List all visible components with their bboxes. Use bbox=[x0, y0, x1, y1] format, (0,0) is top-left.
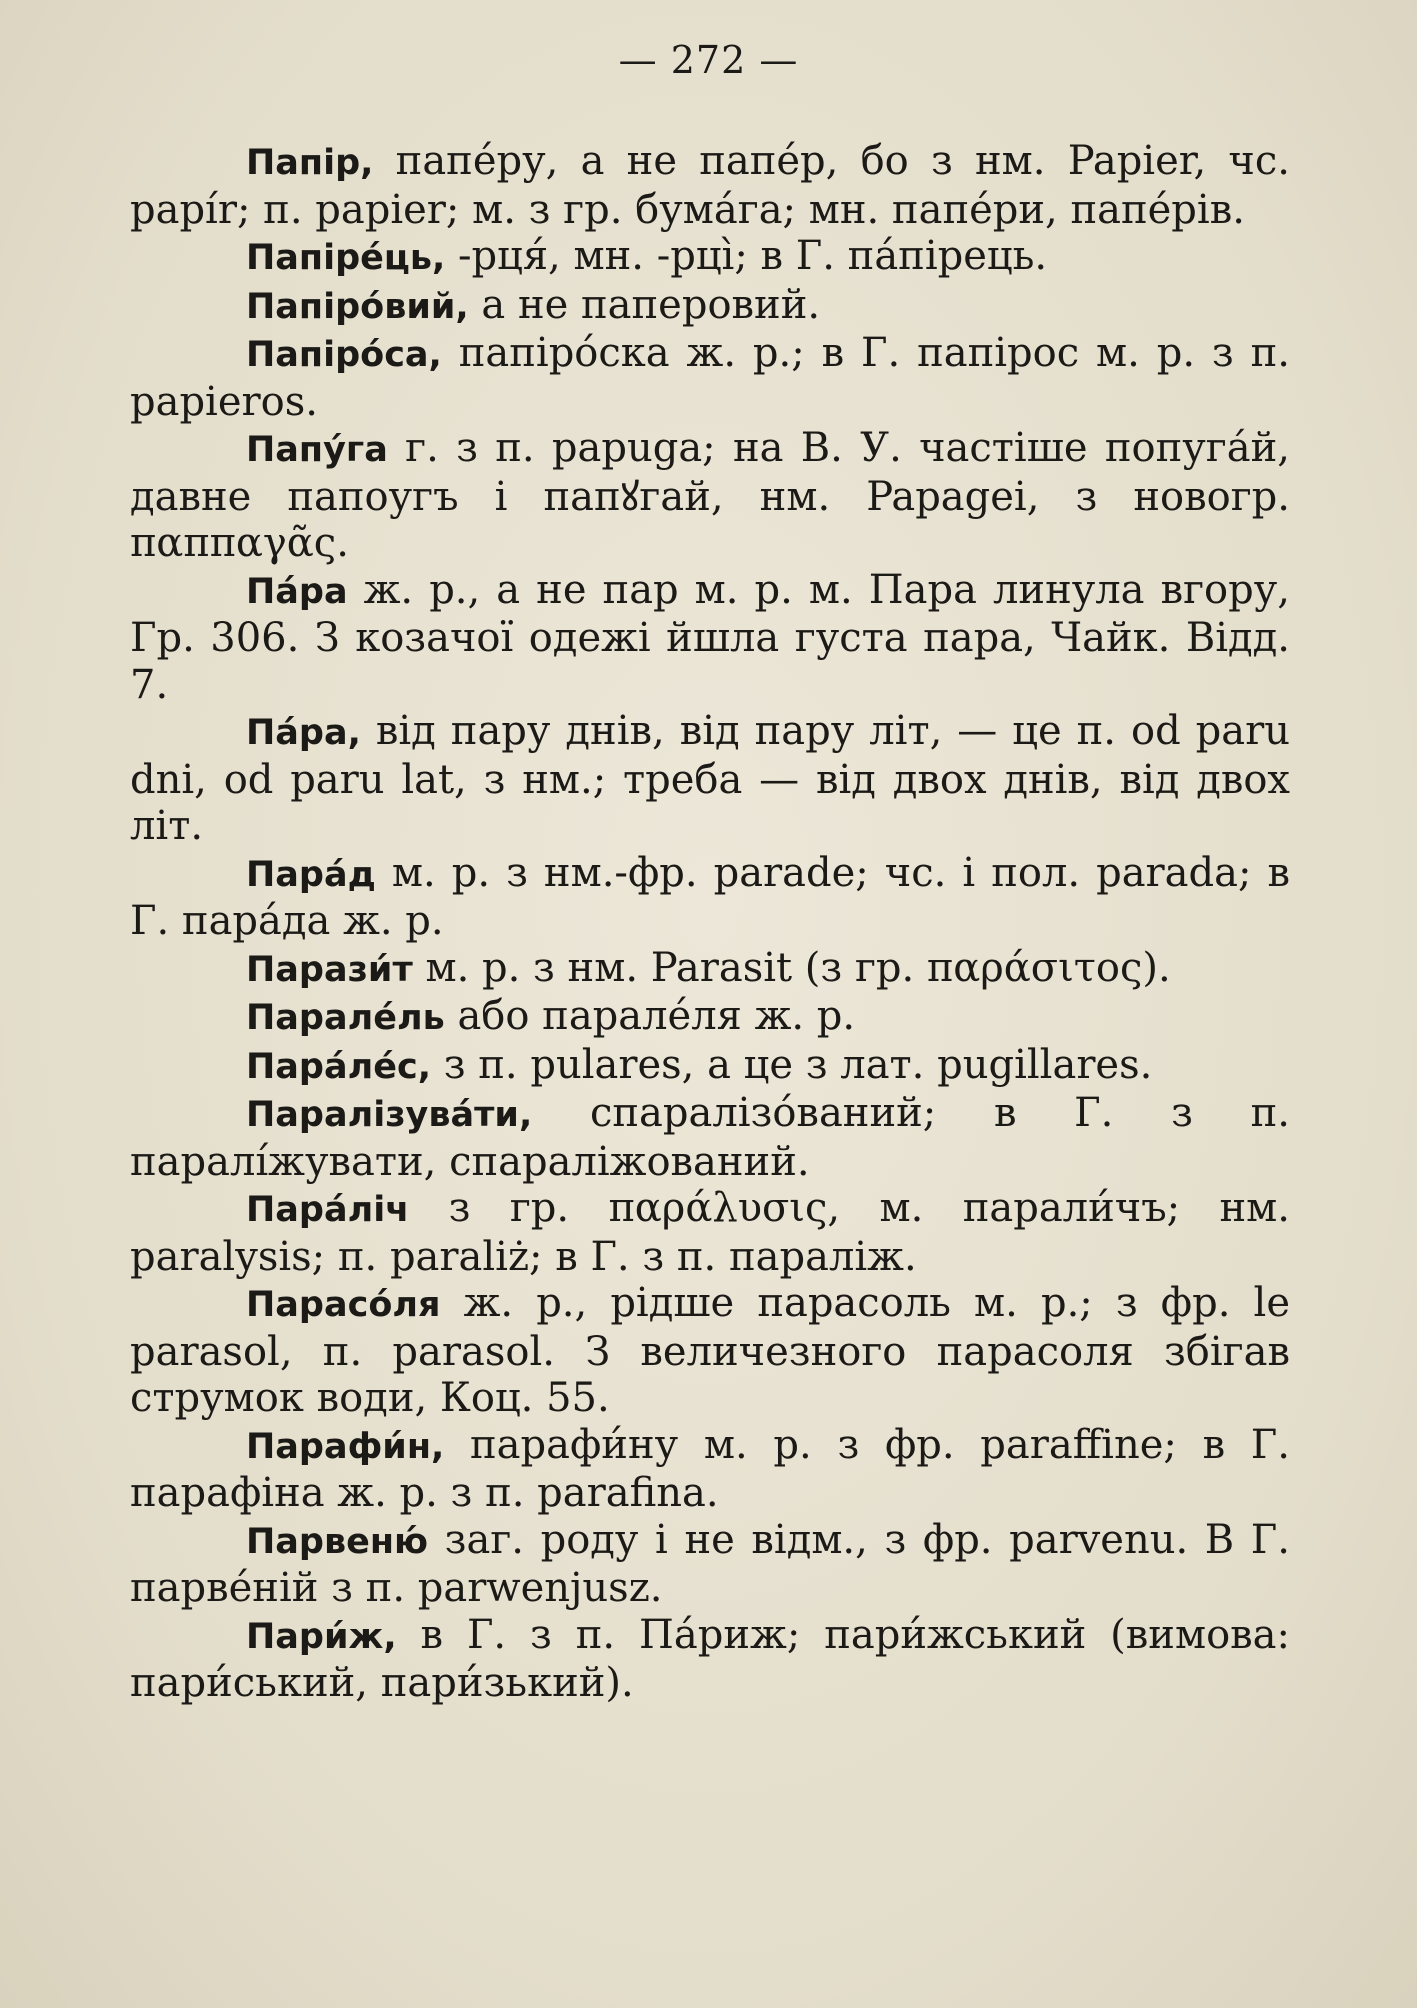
page-number: — 272 — bbox=[618, 38, 799, 82]
entry-text: в Г. з п. Па́риж; пари́жський (вимова: пари́ський, пари́зький). bbox=[130, 1611, 1290, 1706]
dictionary-entries bbox=[130, 138, 1290, 1707]
entry-headword: Паралізува́ти, bbox=[246, 1095, 533, 1135]
entry-headword: Папіре́ць, bbox=[246, 238, 446, 278]
entry-text: м. р. з нм.-фр. parade; чс. і пол. parada; в Г. пара́да ж. р. bbox=[130, 849, 1290, 944]
entry bbox=[130, 233, 1290, 282]
entry bbox=[130, 1517, 1290, 1612]
entry-headword: Парвеню́ bbox=[246, 1521, 429, 1562]
entry-headword: Парази́т bbox=[246, 949, 413, 990]
entry bbox=[130, 138, 1290, 233]
entry-text: -рця́, мн. -рці̀; в Г. па́пірець. bbox=[445, 233, 1048, 279]
entry-text: папе́ру, а не папе́р, бо з нм. Papier, чс. papír; п. papier; м. з гр. бума́га; мн. папе́ри, папе́рів. bbox=[130, 138, 1290, 233]
entry-headword: Па́ра, bbox=[246, 713, 361, 753]
entry-text: спаралізо́ваний; в Г. з п. паралі́жувати, спараліжований. bbox=[130, 1090, 1290, 1185]
entry-headword: Па́ра bbox=[246, 571, 348, 612]
entry-text: г. з п. papuga; на В. У. частіше попугáй, давне папоугъ і папꙋгай, нм. Papagei, з новогр. παππαγᾶς. bbox=[130, 425, 1290, 566]
entry bbox=[130, 1280, 1290, 1422]
entry bbox=[130, 425, 1290, 567]
entry bbox=[130, 1422, 1290, 1517]
entry bbox=[130, 850, 1290, 945]
entry-headword: Папіро́са, bbox=[246, 335, 442, 375]
entry-headword: Пара́ліч bbox=[246, 1190, 410, 1230]
entry bbox=[130, 330, 1290, 425]
entry-text: парафи́ну м. р. з фр. paraffine; в Г. парафіна ж. р. з п. parafina. bbox=[130, 1421, 1290, 1516]
entry bbox=[130, 1612, 1290, 1707]
entry-text: з п. pulares, а це з лат. pugillares. bbox=[431, 1041, 1153, 1088]
entry-text: а не паперовий. bbox=[468, 281, 821, 328]
entry-headword: Папір, bbox=[246, 143, 374, 183]
entry bbox=[130, 1185, 1290, 1280]
entry bbox=[130, 1090, 1290, 1185]
entry-headword: Пара́д bbox=[246, 854, 376, 895]
entry-headword: Папіро́вий, bbox=[246, 286, 469, 327]
entry bbox=[130, 708, 1290, 850]
entry bbox=[130, 945, 1290, 994]
entry-headword: Парафи́н, bbox=[246, 1426, 445, 1467]
entry-headword: Папу́га bbox=[246, 430, 388, 470]
entry bbox=[130, 1042, 1290, 1091]
entry-text: м. р. з нм. Parasit (з гр. παράσιτος). bbox=[412, 944, 1171, 991]
entry-headword: Парале́ль bbox=[246, 998, 445, 1038]
entry-headword: Парасо́ля bbox=[246, 1285, 441, 1325]
entry-text: або парале́ля ж. р. bbox=[444, 993, 856, 1039]
entry bbox=[130, 993, 1290, 1042]
entry bbox=[130, 567, 1290, 709]
entry-text: з гр. παράλυσις, м. парали́чъ; нм. paralysis; п. paraliż; в Г. з п. параліж. bbox=[130, 1185, 1290, 1280]
entry-headword: Пара́ле́с, bbox=[246, 1046, 431, 1087]
entry bbox=[130, 282, 1290, 331]
entry-text: від пару днів, від пару літ, — це п. od paru dni, od paru lat, з нм.; треба — від двох днів, від двох літ. bbox=[130, 708, 1290, 849]
entry-text: ж. р., рідше парасоль м. р.; з фр. le parasol, п. parasol. З величезного парасоля збігав струмок води, Коц. 55. bbox=[130, 1280, 1290, 1421]
entry-text: папіро́ска ж. р.; в Г. папірос м. р. з п. papieros. bbox=[130, 330, 1290, 425]
entry-headword: Пари́ж, bbox=[246, 1616, 397, 1657]
entry-text: заг. роду і не відм., з фр. parvenu. В Г. парве́ній з п. parwenjusz. bbox=[130, 1516, 1290, 1611]
entry-text: ж. р., а не пар м. р. м. Пара линула вгору, Гр. 306. З козачої одежі йшла густа пара, Чайк. Відд. 7. bbox=[130, 566, 1290, 708]
